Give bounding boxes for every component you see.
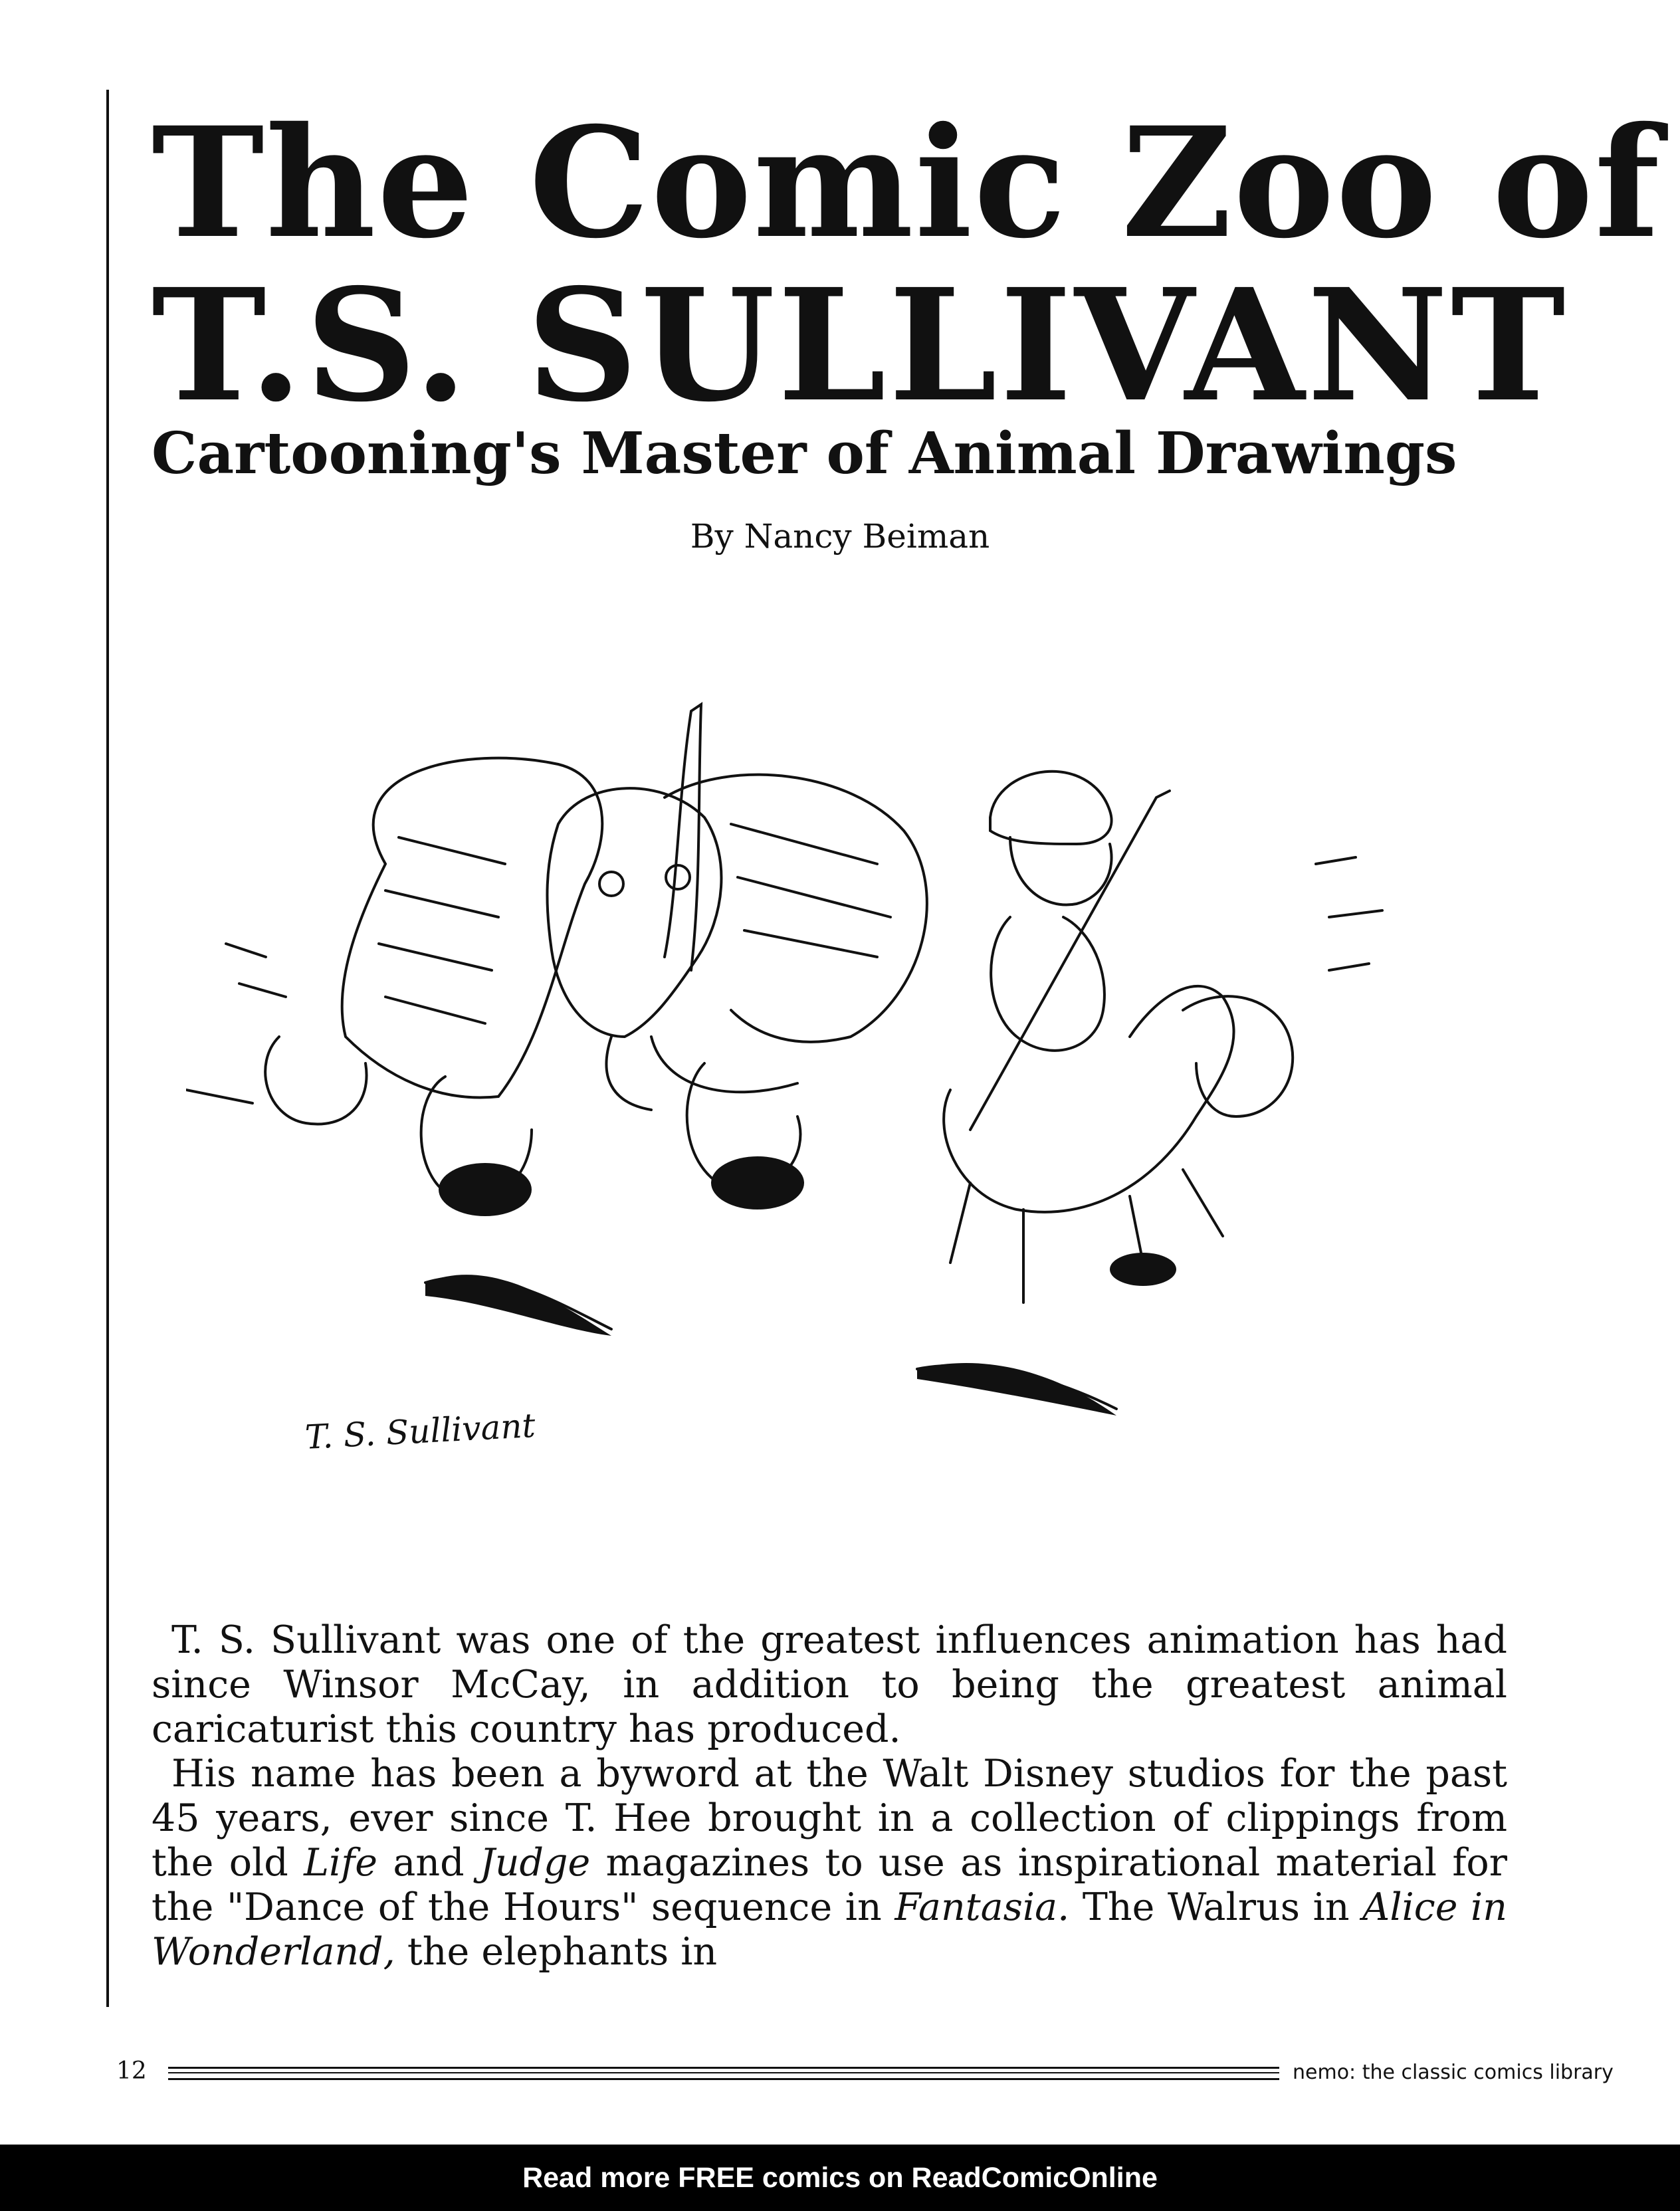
hunter-rifle (970, 791, 1170, 1130)
horse-head (1183, 996, 1293, 1116)
body-paragraph-1: T. S. Sullivant was one of the greatest influences animation has had since Winsor McCay, in addition to being the greatest animal caricaturist this country has produced. (152, 1618, 1507, 1751)
horse-legs (950, 1170, 1223, 1303)
ground-shadow-fill (425, 1275, 1116, 1416)
page-number: 12 (116, 2057, 147, 2085)
body-paragraph-2: His name has been a byword at the Walt Disney studios for the past 45 years, ever since T. Hee brought in a collection of clippings from the old Life and Judge magazines to use as inspirational material for the "Dance of the Hours" sequence in Fantasia. The Walrus in Alice in Wonderland, the elephants in (152, 1752, 1507, 1974)
hunter-helmet (990, 772, 1112, 844)
elephant-eye-left (599, 872, 623, 896)
page-footer (116, 2055, 1614, 2095)
title-line-2: T.S. SULLIVANT (152, 255, 1568, 436)
elephant-foot-right (711, 1156, 804, 1210)
elephant-eye-right (666, 865, 690, 889)
article-body (152, 1618, 1507, 1974)
hunter-body (991, 917, 1104, 1051)
elephant-and-hunter-illustration (186, 665, 1489, 1555)
elephant-ear-right (665, 775, 927, 1042)
hunter-face (1010, 837, 1112, 905)
journal-name: nemo: the classic comics library (1293, 2061, 1614, 2084)
elephant-trunk (665, 704, 701, 970)
elephant-leg-back (265, 1037, 366, 1124)
elephant-ear-left (342, 758, 603, 1098)
byline: By Nancy Beiman (690, 517, 990, 556)
elephant-foot-left (439, 1163, 532, 1216)
left-margin-rule (106, 90, 109, 2007)
elephant-tusk (651, 1037, 797, 1092)
promo-banner[interactable]: Read more FREE comics on ReadComicOnline (0, 2145, 1680, 2211)
artist-signature: T. S. Sullivant (304, 1406, 536, 1457)
elephant-tusk-2 (607, 1037, 652, 1110)
title-line-1: The Comic Zoo of (152, 94, 1661, 272)
subtitle: Cartooning's Master of Animal Drawings (152, 420, 1457, 487)
footer-rule (168, 2067, 1279, 2080)
horse-hoof (1110, 1253, 1176, 1286)
